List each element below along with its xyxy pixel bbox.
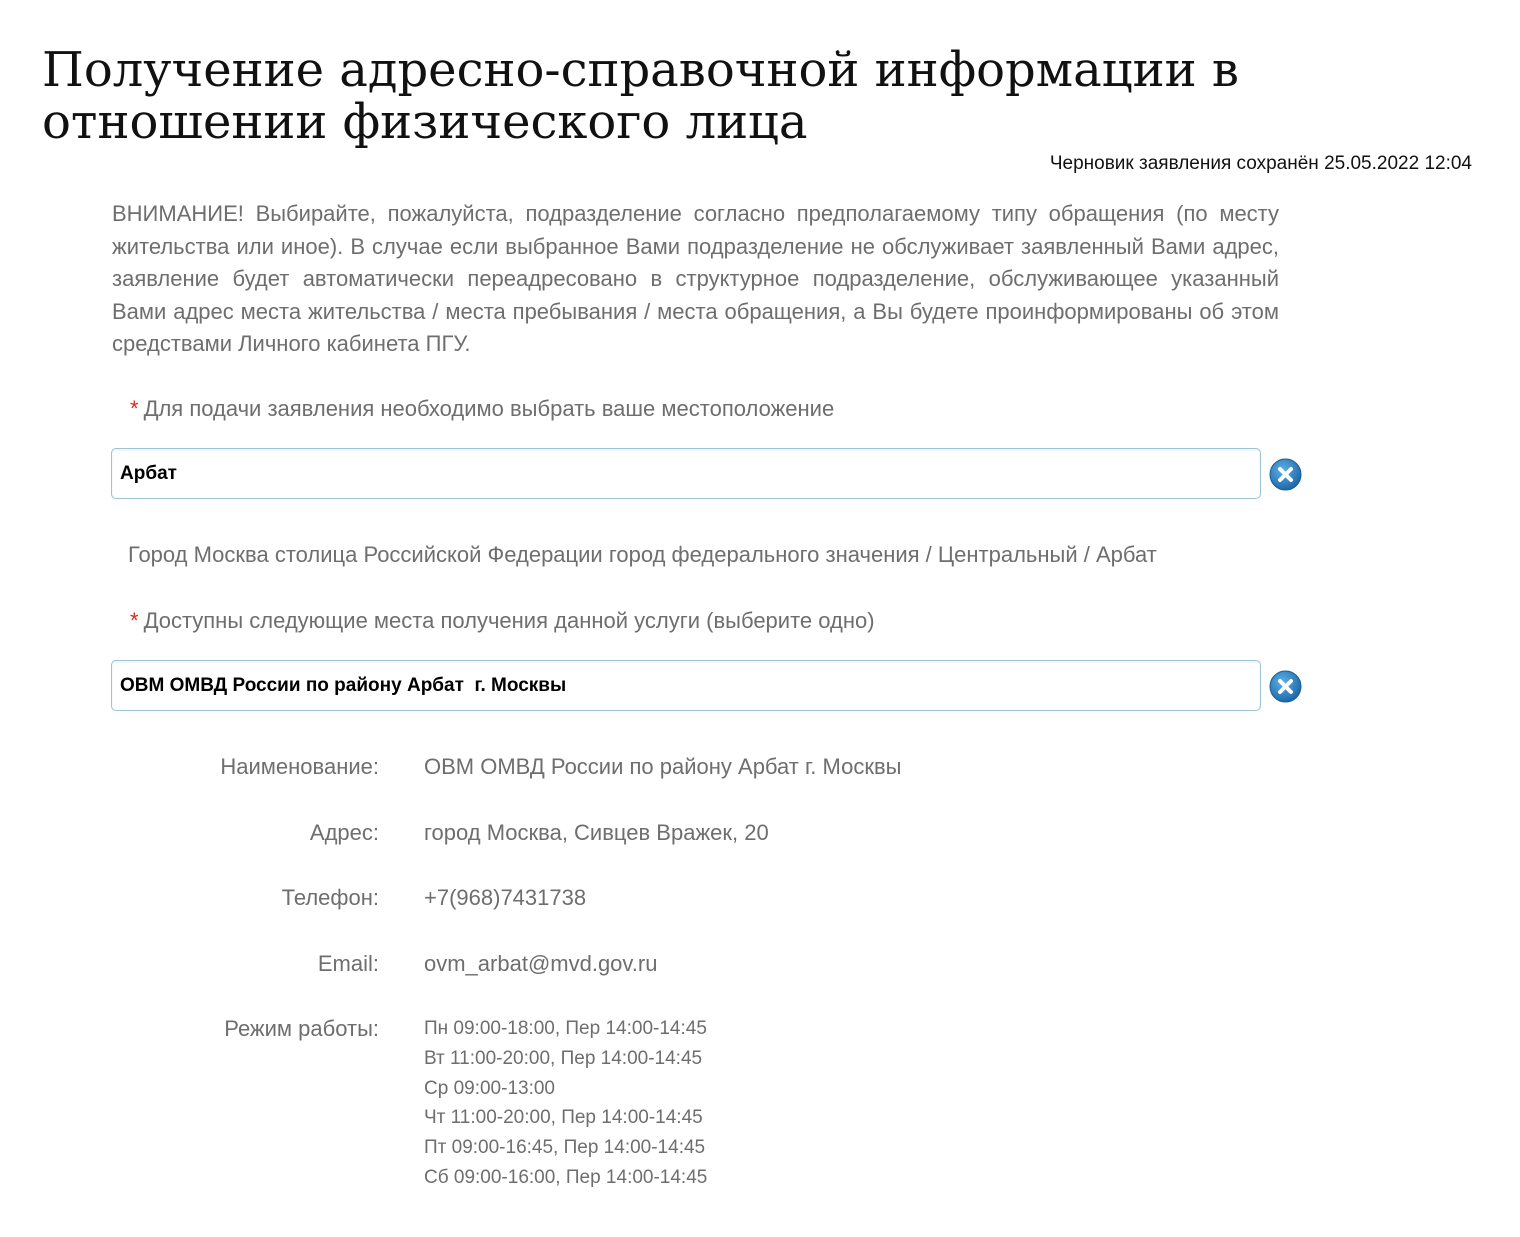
service-place-input[interactable] xyxy=(111,660,1261,711)
name-value: ОВМ ОМВД России по району Арбат г. Москвы xyxy=(424,754,902,779)
phone-value: +7(968)7431738 xyxy=(424,885,587,910)
location-label xyxy=(130,396,834,422)
location-input[interactable] xyxy=(111,448,1261,499)
working-hours-item: Сб 09:00-16:00, Пер 14:00-14:45 xyxy=(424,1166,708,1188)
working-hours-item: Чт 11:00-20:00, Пер 14:00-14:45 xyxy=(424,1107,703,1129)
location-label-text: Для подачи заявления необходимо выбрать ваше местоположение xyxy=(143,396,835,421)
required-mark: * xyxy=(130,608,139,633)
draft-saved-status: Черновик заявления сохранён 25.05.2022 12:04 xyxy=(1049,153,1472,174)
location-path: Город Москва столица Российской Федерации город федерального значения / Центральный / Арбат xyxy=(128,542,1157,567)
service-place-label xyxy=(130,608,875,634)
email-value: ovm_arbat@mvd.gov.ru xyxy=(424,951,658,976)
clear-icon xyxy=(1269,458,1302,491)
working-hours-item: Пт 09:00-16:45, Пер 14:00-14:45 xyxy=(424,1137,706,1159)
address-value: город Москва, Сивцев Вражек, 20 xyxy=(424,820,769,845)
clear-service-place-button[interactable] xyxy=(1269,670,1302,703)
required-mark: * xyxy=(130,396,139,421)
working-hours-list xyxy=(424,1014,707,1193)
phone-label: Телефон: xyxy=(281,885,379,910)
working-hours-item: Вт 11:00-20:00, Пер 14:00-14:45 xyxy=(424,1047,703,1069)
service-place-label-text: Доступны следующие места получения данной услуги (выберите одно) xyxy=(143,608,875,633)
clear-icon xyxy=(1269,670,1302,703)
working-hours-label: Режим работы: xyxy=(224,1016,379,1041)
page-title: Получение адресно-справочной информации в отношении физического лица xyxy=(42,42,1239,150)
name-label: Наименование: xyxy=(220,754,379,779)
working-hours-item: Пн 09:00-18:00, Пер 14:00-14:45 xyxy=(424,1018,707,1039)
address-label: Адрес: xyxy=(309,820,379,845)
clear-location-button[interactable] xyxy=(1269,458,1302,491)
working-hours-item: Ср 09:00-13:00 xyxy=(424,1077,555,1099)
email-label: Email: xyxy=(317,951,379,976)
warning-notice: ВНИМАНИЕ! Выбирайте, пожалуйста, подразделение согласно предполагаемому типу обращения (по месту жительства или иное). В случае если выбранное Вами подразделение не обслуживает заявленный Вами адрес, заявление будет автоматически переадресовано в структурное подразделение, обслуживающее указанный Вами адрес места жительства / места пребывания / места обращения, а Вы будете проинформированы об этом средствами Личного кабинета ПГУ. xyxy=(112,201,1279,356)
